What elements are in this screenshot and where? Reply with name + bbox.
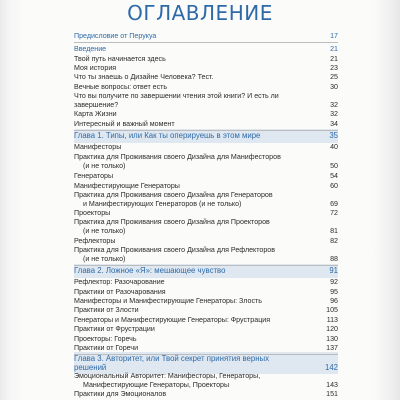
toc-entry-text: Проекторы — [74, 209, 111, 217]
toc-entry-page: 82 — [330, 237, 338, 245]
toc-entry-text: Глава 2. Ложное «Я»: мешающее чувство — [74, 266, 226, 275]
toc-entry-text: (и не только) — [83, 162, 126, 170]
toc-entry-text: Генераторы — [74, 172, 114, 180]
toc-entry-page: 72 — [330, 209, 338, 217]
toc-entry-page: 25 — [330, 73, 338, 81]
toc-entry-text: Практика для Проживания своего Дизайна для Проекторов — [74, 218, 270, 226]
toc-entry-text: и Манифестирующих Генераторов (и не только) — [83, 200, 242, 208]
toc-entry-page: 88 — [330, 255, 338, 263]
toc-entry-text: завершение? — [74, 101, 119, 109]
toc-entry-text: (и не только) — [83, 227, 126, 235]
toc-entry-page: 137 — [326, 344, 338, 352]
toc-entry-page: 91 — [329, 266, 338, 275]
toc-entry-text: Вечные вопросы: ответ есть — [74, 83, 168, 91]
toc-entry-text: Моя история — [74, 64, 117, 72]
toc-entry-text: Проекторы: Горечь — [74, 335, 137, 343]
toc-entry-text: Глава 1. Типы, или Как ты оперируешь в этом мире — [74, 131, 261, 140]
toc-entry-text: Генераторы и Манифестирующие Генераторы: Фрустрация — [74, 316, 271, 324]
toc-entry-text: Практики от Разочарования — [74, 288, 166, 296]
toc-entry-page: 130 — [326, 335, 338, 343]
toc-entry-page: 32 — [330, 110, 338, 118]
toc-entry-text: Практика для Проживания своего Дизайна для Рефлекторов — [74, 246, 276, 254]
toc-entry-text: Практики от Фрустрации — [74, 325, 155, 333]
toc-entry-page: 34 — [330, 120, 338, 128]
toc-entry-text: Практики для Эмоционалов — [74, 390, 167, 398]
toc-entry-page: 113 — [326, 316, 338, 324]
toc-entry-page: 23 — [330, 64, 338, 72]
toc-entry-text: Что ты знаешь о Дизайне Человека? Тест. — [74, 73, 214, 81]
toc-entry-page: 120 — [326, 325, 338, 333]
toc-entry-text: Рефлекторы — [74, 237, 116, 245]
toc-entry-text: Практики от Злости — [74, 306, 139, 314]
toc-entry-text: Манифесторы — [74, 143, 122, 151]
toc-entry-text: Интересный и важный момент — [74, 120, 175, 128]
toc-entry-text: Практика для Проживания своего Дизайна для Генераторов — [74, 191, 273, 199]
table-of-contents — [74, 0, 338, 400]
toc-entry-text: решений — [74, 363, 107, 372]
toc-entry-page: 50 — [330, 162, 338, 170]
toc-entry-page: 81 — [330, 227, 338, 235]
toc-entry-text: Эмоциональный Авторитет: Манифесторы, Генераторы, — [74, 372, 261, 380]
toc-entry-text: Рефлектор: Разочарование — [74, 278, 165, 286]
toc-entry-text: Манифестирующие Генераторы — [74, 182, 180, 190]
toc-entry-page: 151 — [326, 390, 338, 398]
toc-entry-page: 105 — [326, 306, 338, 314]
toc-entry-page: 95 — [330, 288, 338, 296]
toc-entry-page: 69 — [330, 200, 338, 208]
toc-entry-text: Практика для Проживания своего Дизайна для Манифесторов — [74, 153, 281, 161]
toc-entry-text: Глава 3. Авторитет, или Твой секрет принятия верных — [74, 354, 270, 363]
toc-entry-page: 96 — [330, 297, 338, 305]
toc-entry-text: Что вы получите по завершении чтения этой книги? И есть ли — [74, 92, 279, 100]
toc-entry-text: Твой путь начинается здесь — [74, 55, 166, 63]
page-title: ОГЛАВЛЕНИЕ — [127, 1, 273, 25]
toc-entry-page: 21 — [330, 45, 338, 53]
toc-entry-text: Практики от Горечи — [74, 344, 139, 352]
toc-entry-text: (и не только) — [83, 255, 126, 263]
toc-entry-page: 54 — [330, 172, 338, 180]
toc-entry-page: 142 — [324, 363, 338, 372]
toc-entry-page: 35 — [329, 131, 338, 140]
toc-entry-page: 60 — [330, 182, 338, 190]
toc-entry-text: Карта Жизни — [74, 110, 117, 118]
section-divider — [74, 42, 338, 43]
toc-entry-text: Манифесторы и Манифестирующие Генераторы: Злость — [74, 297, 262, 305]
toc-entry-page: 143 — [326, 381, 338, 389]
toc-entry-page: 21 — [330, 55, 338, 63]
toc-entry-page: 40 — [330, 143, 338, 151]
toc-entry-page: 17 — [330, 32, 338, 40]
toc-entry-page: 32 — [330, 101, 338, 109]
toc-entry-text: Введение — [74, 45, 107, 53]
toc-entry-text: Предисловие от Перукуа — [74, 32, 157, 40]
toc-entry-text: Манифестирующие Генераторы, Проекторы — [83, 381, 230, 389]
toc-entry-page: 92 — [330, 278, 338, 286]
toc-entry-page: 30 — [330, 83, 338, 91]
